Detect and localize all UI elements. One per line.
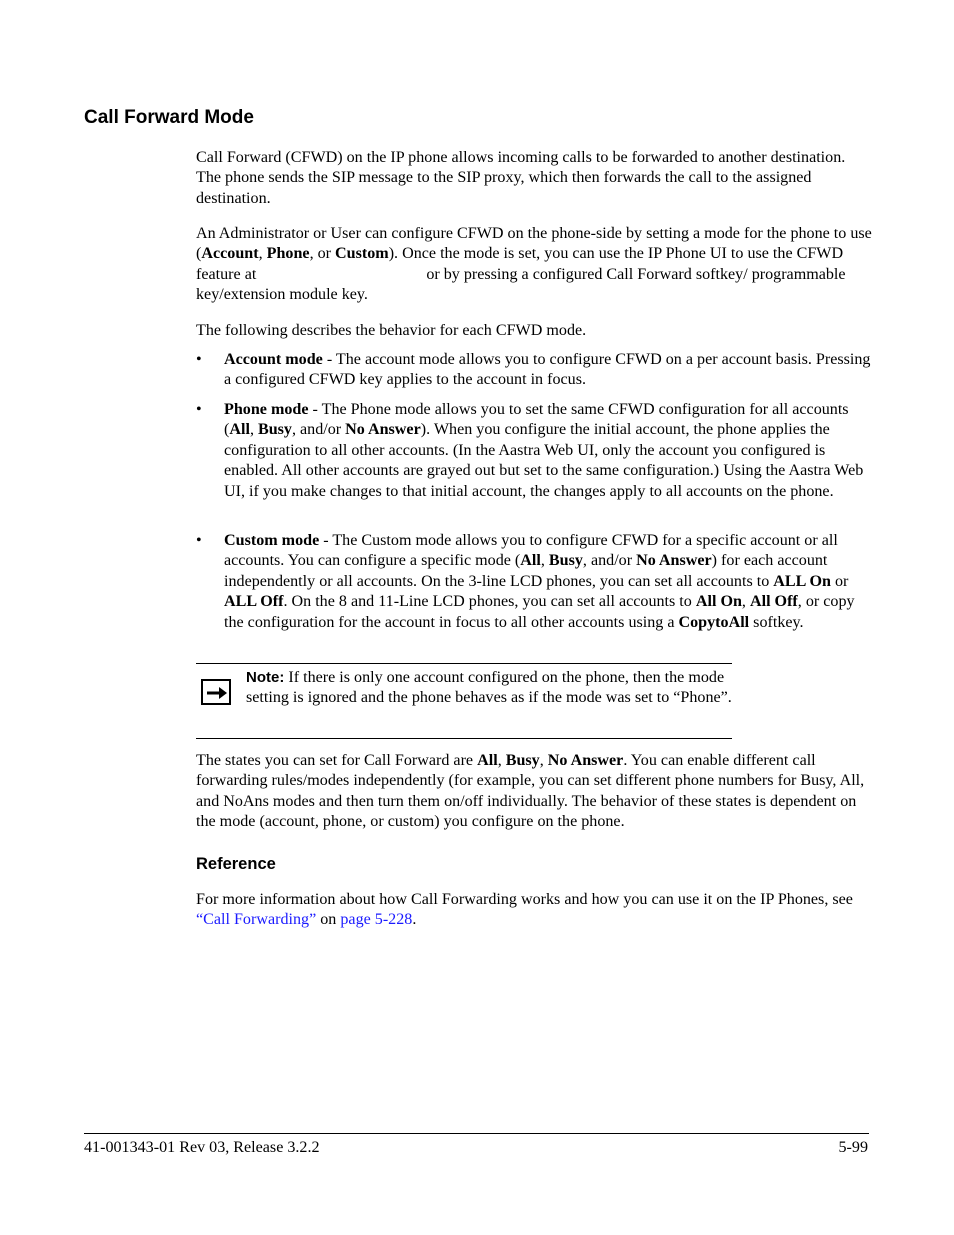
footer-document-id: 41-001343-01 Rev 03, Release 3.2.2 (84, 1139, 320, 1156)
footer-divider (84, 1133, 869, 1134)
note-label: Note: (246, 669, 285, 686)
note-text: Note: If there is only one account configured on the phone, then the mode setting is ignored and the phone behaves as if the mode was set to “Phone”. (246, 669, 732, 707)
bullet-symbol: • (196, 351, 202, 368)
states-paragraph: The states you can set for Call Forward are All, Busy, No Answer. You can enable different call forwarding rules/modes independently (for example, you can set different phone numbers for Busy, All, and NoAns modes and then turn them on/off individually. The behavior of these states is dependent on the mode (account, phone, or custom) you configure on the phone. (196, 752, 865, 831)
bullet-symbol: • (196, 532, 202, 549)
intro-paragraph: Call Forward (CFWD) on the IP phone allows incoming calls to be forwarded to another destination. The phone sends the SIP message to the SIP proxy, which then forwards the call to the assigned destination. (196, 149, 846, 207)
modes-intro-paragraph: The following describes the behavior for each CFWD mode. (196, 322, 587, 339)
call-forwarding-link[interactable]: “Call Forwarding” (196, 911, 317, 929)
page-link[interactable]: page 5-228 (340, 911, 413, 929)
reference-title: Reference (196, 855, 276, 873)
bullet-symbol: • (196, 401, 202, 418)
reference-paragraph: For more information about how Call Forwarding works and how you can use it on the IP Phones, see “Call Forwarding” on page 5-228. (196, 891, 853, 929)
section-title: Call Forward Mode (84, 107, 254, 128)
configure-paragraph: An Administrator or User can configure CFWD on the phone-side by setting a mode for the phone to use (Account, Phone, or Custom). Once the mode is set, you can use the IP Phone UI to use the CFWD feature at or by pressing a configured Call Forward softkey/ programmable key/extension module key. (196, 225, 872, 304)
note-box (196, 663, 732, 739)
arrow-right-icon (201, 679, 231, 705)
footer-page-number: 5-99 (838, 1139, 868, 1156)
